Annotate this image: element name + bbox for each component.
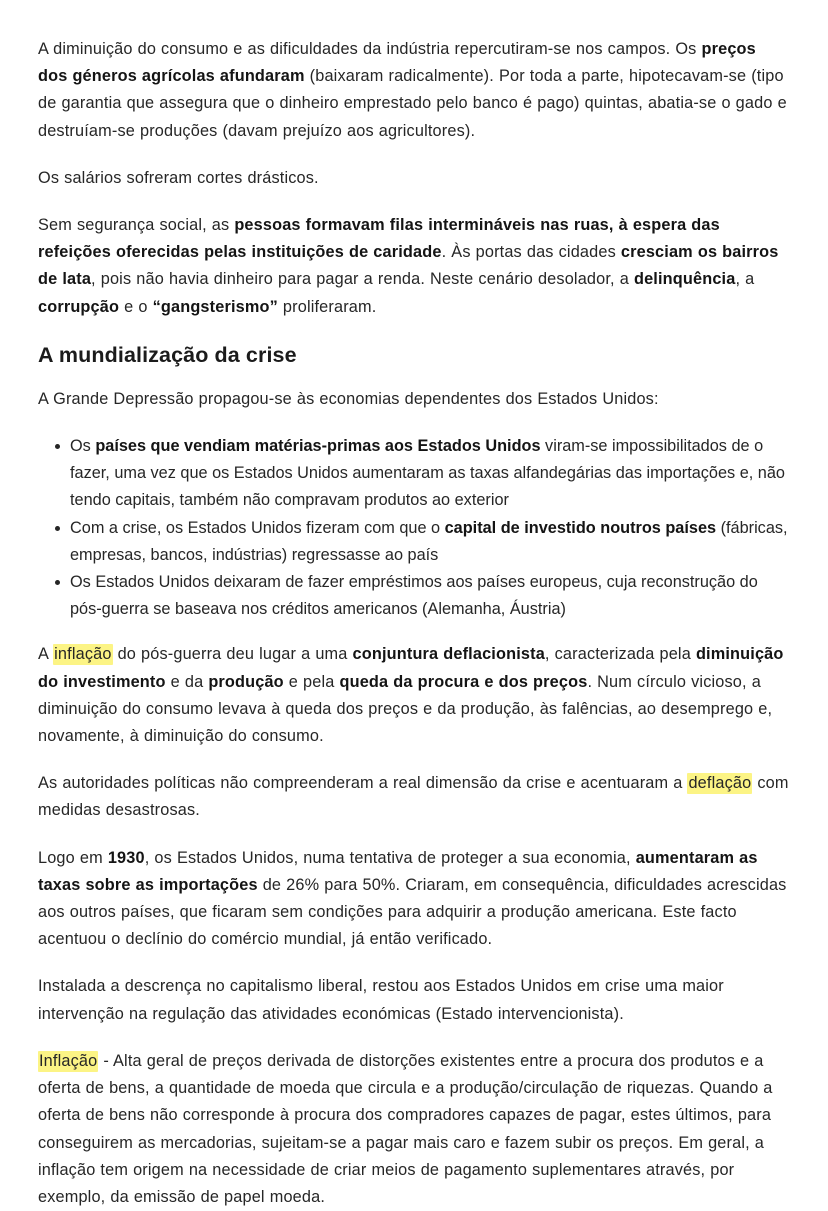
text-run: e o [119,297,153,316]
paragraph-consumo-industria [38,36,790,145]
emphasis-text: conjuntura deflacionista [352,645,545,664]
text-run: A [38,645,54,664]
list-item-materias-primas [38,433,790,515]
emphasis-text: diminuição do investimento [38,645,789,691]
paragraph-salarios [38,165,790,192]
text-run: Os [70,437,96,456]
emphasis-text: corrupção [38,297,120,316]
text-run: com medidas desastrosas. [38,774,794,820]
text-run: , caracterizada pela [544,645,696,664]
text-run: e pela [283,672,340,691]
text-run: (baixaram radicalmente). Por toda a parte, hipotecavam-se (tipo de garantia que assegura que o dinheiro emprestado pelo banco é pago) quintas, abatia-se o gado e destruíam-se produções (davam prejuízo aos agricultores). [38,67,792,140]
emphasis-text: pessoas formavam filas intermináveis nas ruas, à espera das refeições oferecidas pelas instituições de caridade [38,216,725,262]
paragraph-1930-taxas-importacoes [38,845,790,954]
text-run: Instalada a descrença no capitalismo liberal, restou aos Estados Unidos em crise uma maior intervenção na regulação das atividades económicas (Estado intervencionista). [38,977,729,1023]
text-run: de 26% para 50%. Criaram, em consequência, dificuldades acrescidas aos outros países, que ficaram sem condições para adquirir a produção americana. Este facto acentuou o declínio do comércio mundial, já então verificado. [38,875,792,949]
text-run: viram-se impossibilitados de o fazer, uma vez que os Estados Unidos aumentaram as taxas alfandegárias das importações e, não tendo capitais, também não compravam produtos ao exterior [70,437,790,510]
text-run: A diminuição do consumo e as dificuldades da indústria repercutiram-se nos campos. Os [38,40,702,58]
highlighted-term: inflação [54,645,112,664]
highlighted-term: Inflação [39,1051,98,1070]
emphasis-text: cresciam os bairros de lata [38,243,784,289]
emphasis-text: preços dos géneros agrícolas afundaram [38,40,761,86]
list-item-emprestimos-europa [38,569,790,623]
text-run: , pois não havia dinheiro para pagar a renda. Neste cenário desolador, a [91,270,634,289]
text-run: As autoridades políticas não compreenderam a real dimensão da crise e acentuaram a [38,774,688,793]
text-run: Os salários sofreram cortes drásticos. [38,168,319,187]
text-run: Os Estados Unidos deixaram de fazer empréstimos aos países europeus, cuja reconstrução do pós-guerra se baseava nos créditos americanos (Alemanha, Áustria) [70,573,763,619]
emphasis-text: capital de investido noutros países [444,518,717,537]
text-run: , a [735,270,760,289]
paragraph-inflacao-conjuntura-deflacionista [38,641,790,750]
text-run: Com a crise, os Estados Unidos fizeram com que o [70,518,445,537]
paragraph-definicao-inflacao [38,1048,790,1211]
list-item-capital-investido [38,515,793,569]
emphasis-text: países que vendiam matérias-primas aos Estados Unidos [95,437,541,456]
emphasis-text: delinquência [633,270,736,289]
text-run: . Num círculo vicioso, a diminuição do consumo levava à queda dos preços e da produção, às falências, ao desemprego e, novamente, à diminuição do consumo. [38,672,778,746]
paragraph-descrenca-capitalismo-liberal [38,973,790,1027]
paragraph-seguranca-social [38,212,790,321]
emphasis-text: aumentaram as taxas sobre as importações [38,848,763,894]
text-run: e da [165,672,209,691]
text-run: Logo em [38,848,108,867]
text-run: proliferaram. [277,297,377,316]
text-run: do pós-guerra deu lugar a uma [112,645,353,664]
text-run: A Grande Depressão propagou-se às economias dependentes dos Estados Unidos: [38,389,659,408]
text-run: . Às portas das cidades [441,243,621,262]
emphasis-text: queda da procura e dos preços [339,672,588,691]
heading-mundializacao-da-crise [38,341,790,369]
text-run: , os Estados Unidos, numa tentativa de proteger a sua economia, [144,848,636,867]
emphasis-text: “gangsterismo” [152,297,278,316]
text-run: - Alta geral de preços derivada de distorções existentes entre a procura dos produtos e a oferta de bens, a quantidade de moeda que circula e a produção/circulação de riquezas. Quando a oferta de bens não corresponde à procura dos compradores capazes de pagar, estes últimos, para conseguirem as mercadorias, sujeitam-se a pagar mais caro e fazem subir os preços. Em geral, a inflação tem origem na necessidade de criar meios de pagamento suplementares através, por exemplo, da emissão de papel moeda. [38,1051,778,1206]
paragraph-grande-depressao-intro [38,386,790,413]
emphasis-text: 1930 [107,848,145,867]
emphasis-text: produção [208,672,284,691]
text-run: (fábricas, empresas, bancos, indústrias) regressasse ao país [70,518,793,564]
document-body [38,36,794,1211]
text-run: Sem segurança social, as [38,216,235,235]
highlighted-term: deflação [688,774,752,793]
text-run: A mundialização da crise [38,342,297,367]
paragraph-autoridades-politicas [38,770,794,824]
list-economias-dependentes [38,433,793,623]
